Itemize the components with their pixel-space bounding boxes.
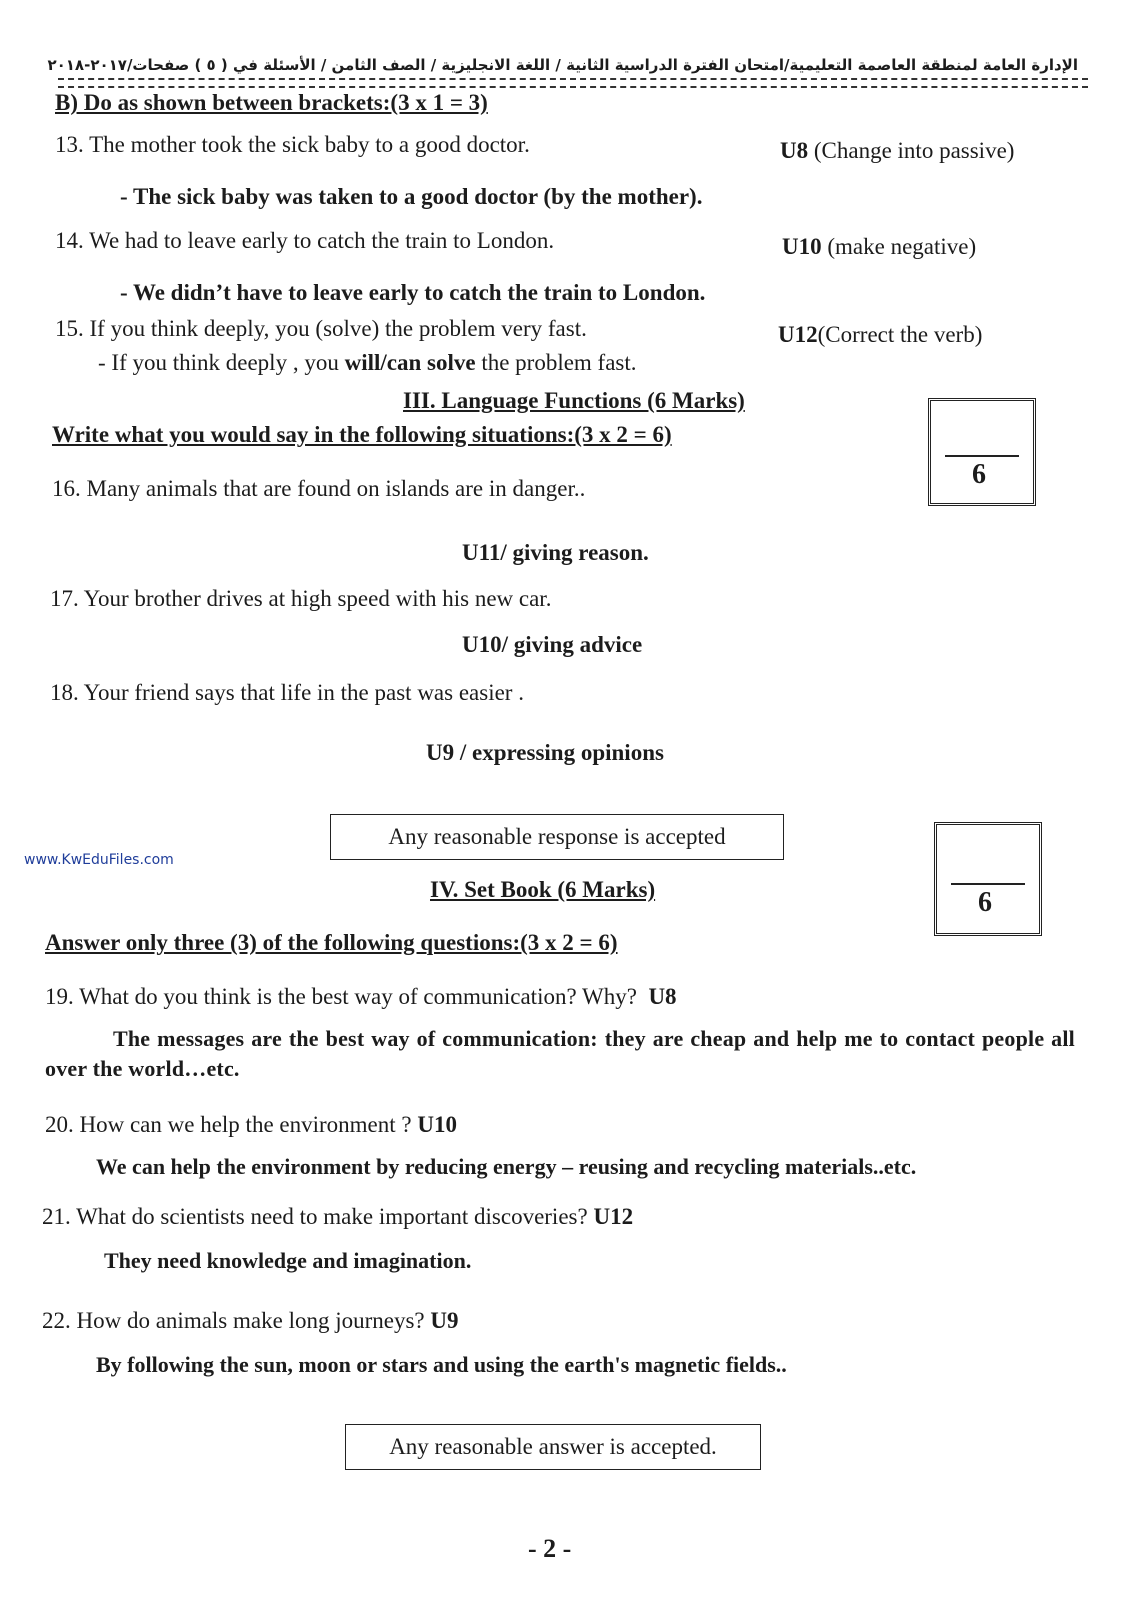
section-iii-title: III. Language Functions (6 Marks) [403,388,745,413]
question-17: 17. Your brother drives at high speed with his new car. [50,586,552,611]
question-14: 14. We had to leave early to catch the train to London. [55,228,555,253]
section-iv-instruction: Answer only three (3) of the following questions:(3 x 2 = 6) [45,930,618,955]
header-divider-2 [58,86,1088,88]
unit-label: U10 [782,234,822,259]
section-iv-title: IV. Set Book (6 Marks) [430,877,656,902]
mark-line [951,883,1025,885]
question-18-hint: U9 / expressing opinions [426,740,664,765]
unit-label: U12 [778,322,818,347]
question-21 [42,1204,633,1230]
unit-label: U12 [593,1204,634,1229]
question-14-instruction [782,234,976,260]
answer-22: By following the sun, moon or stars and using the earth's magnetic fields.. [96,1352,787,1377]
page-number: - 2 - [528,1534,572,1563]
question-text: 21. What do scientists need to make important discoveries? [42,1204,588,1229]
answer-15 [98,350,637,376]
instruction-text: (make negative) [827,234,977,259]
instruction-text: (Correct the verb) [817,322,983,347]
question-text: 19. What do you think is the best way of communication? Why? [45,984,637,1009]
question-16-hint: U11/ giving reason. [462,540,649,565]
mark-box-section-iv [934,822,1042,936]
mark-box-section-iii [928,398,1036,506]
answer-19: The messages are the best way of communication: they are cheap and help me to contact people all over the world…etc. [45,1026,1075,1081]
question-15-instruction [778,322,982,348]
mark-line [945,455,1019,457]
exam-header: الإدارة العامة لمنطقة العاصمة التعليمية/امتحان الفترة الدراسية الثانية / اللغة الانجليزية / الصف الثامن / الأسئلة في ( ٥ ) صفحات/٢٠١٧-٢٠١٨ [47,56,1078,74]
answer-21: They need knowledge and imagination. [104,1248,472,1273]
section-iii-instruction: Write what you would say in the following situations:(3 x 2 = 6) [52,422,672,447]
answer-20: We can help the environment by reducing energy – reusing and recycling materials..etc. [96,1154,917,1179]
header-divider-1 [58,78,1088,80]
question-17-hint: U10/ giving advice [462,632,643,657]
question-text: 20. How can we help the environment ? [45,1112,412,1137]
section-iv-note: Any reasonable answer is accepted. [345,1424,761,1470]
question-16: 16. Many animals that are found on islands are in danger.. [52,476,586,501]
unit-label: U9 [430,1308,459,1333]
question-13: 13. The mother took the sick baby to a good doctor. [55,132,530,157]
question-text: 22. How do animals make long journeys? [42,1308,425,1333]
answer-14: - We didn’t have to leave early to catch the train to London. [120,280,706,305]
unit-label: U10 [417,1112,457,1137]
question-13-instruction [780,138,1014,164]
watermark-link: www.KwEduFiles.com [24,852,174,868]
unit-label: U8 [780,138,809,163]
answer-15-verb: will/can solve [344,350,476,375]
answer-15-prefix: - If you think deeply , you [98,350,345,375]
instruction-text: (Change into passive) [813,138,1015,163]
section-b-title: B) Do as shown between brackets:(3 x 1 = 3) [55,90,488,115]
answer-13: - The sick baby was taken to a good doctor (by the mother). [120,184,703,209]
question-15: 15. If you think deeply, you (solve) the problem very fast. [55,316,587,341]
question-19 [45,984,677,1010]
mark-value: 6 [978,887,992,918]
answer-15-suffix: the problem fast. [475,350,637,375]
question-18: 18. Your friend says that life in the past was easier . [50,680,524,705]
section-iii-note: Any reasonable response is accepted [330,814,784,860]
mark-value: 6 [972,459,986,490]
question-22 [42,1308,459,1334]
unit-label: U8 [648,984,677,1009]
question-20 [45,1112,457,1138]
